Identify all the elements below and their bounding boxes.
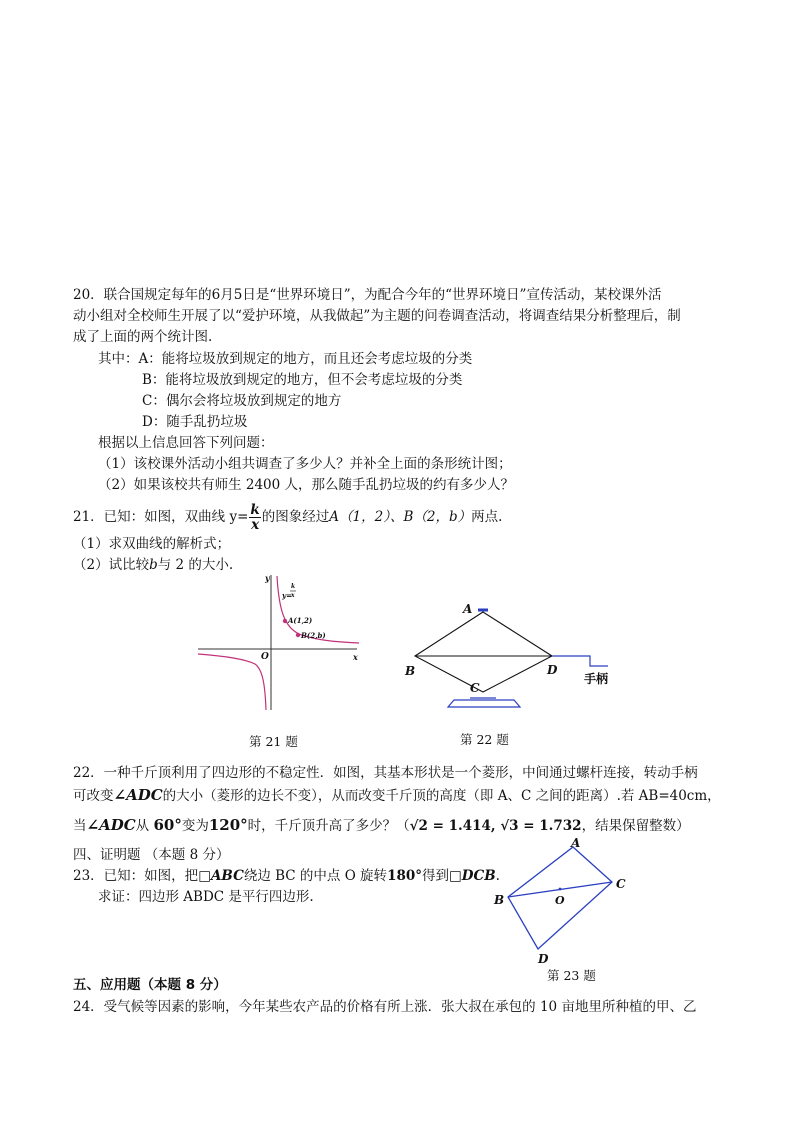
- label-a: A: [571, 836, 581, 850]
- q22-line3-end: ，结果保留整数）: [581, 818, 690, 834]
- q21-frac-den: x: [251, 517, 260, 533]
- q21-pre: 21．已知：如图，双曲线 y=: [73, 509, 249, 525]
- q21-line1: [73, 503, 502, 532]
- q21-point-a: A（1，2）、: [329, 509, 404, 525]
- q22-deg60: 60°: [153, 816, 182, 834]
- handle-label: 手柄: [584, 672, 609, 686]
- handle-rod: [552, 656, 608, 666]
- figure-23-parallelogram: [490, 836, 640, 966]
- q23-tri1: □ABC: [198, 868, 244, 884]
- label-d: D: [547, 663, 558, 677]
- section-4-title: 四、证明题 （本题 8 分）: [73, 847, 230, 863]
- q22-from: 从: [135, 818, 150, 834]
- q21-sub2-pre: （2）试比较: [73, 557, 150, 573]
- q21-post: 两点.: [471, 509, 503, 525]
- x-axis-label: x: [353, 652, 358, 662]
- figure-22-caption: 第 22 题: [460, 732, 509, 747]
- hyperbola-branch-3: [198, 654, 266, 710]
- q23-line1: [73, 867, 500, 885]
- q21-fraction: [249, 503, 260, 532]
- q23-line1-mid: 绕边 BC 的中点 O 旋转: [243, 868, 388, 884]
- q23-line1-end: .: [495, 868, 500, 884]
- q21-point-b: B（2，b）: [403, 509, 472, 525]
- q20-option-a: 其中：A：能将垃圾放到规定的地方，而且还会考虑垃圾的分类: [98, 351, 473, 367]
- q22-line2: [73, 786, 721, 805]
- figure-23-caption: 第 23 题: [547, 968, 596, 983]
- q22-line3-pre: 当: [73, 818, 87, 834]
- q20-line3: 成了上面的两个统计图.: [73, 329, 213, 345]
- q20-option-d: D：随手乱扔垃圾: [142, 414, 248, 430]
- curve-label-den: x: [291, 592, 295, 599]
- q21-sub2-var: b: [149, 557, 158, 573]
- q20-line2: 动小组对全校师生开展了以“爱护环境，从我做起”为主题的问卷调查活动，将调查结果分析整理后，制: [73, 308, 681, 324]
- q23-line1-pre: 23．已知：如图，把: [73, 868, 199, 884]
- label-d: D: [538, 952, 549, 966]
- q20-option-c: C：偶尔会将垃圾放到规定的地方: [142, 393, 342, 409]
- label-o: O: [555, 894, 565, 907]
- figure-21-caption: 第 21 题: [249, 734, 298, 749]
- q22-deg120: 120°: [208, 816, 248, 834]
- q22-to: 变为: [181, 818, 209, 834]
- q22-line3: 当∠ADC从 60°变为120°时，千斤顶升高了多少？（√2 = 1.414, √3 = 1.732，结果保留整数）: [73, 816, 690, 834]
- label-b: B: [494, 893, 505, 907]
- q22-sqrt2: √2 = 1.414: [409, 818, 491, 834]
- q21-sub2-post: 与 2 的大小.: [157, 557, 234, 573]
- point-b-dot: [296, 633, 300, 637]
- q23-deg: 180°: [387, 868, 422, 884]
- origin-label: O: [261, 652, 269, 662]
- q21-frac-num: k: [250, 502, 260, 518]
- rhombus: [415, 612, 552, 692]
- label-c: C: [616, 877, 626, 891]
- label-c: C: [470, 681, 480, 695]
- q22-line2-post: 的大小（菱形的边长不变），从而改变千斤顶的高度（即 A、C 之间的距离）.若 AB=40cm，: [162, 788, 721, 804]
- curve-label-pre: y=: [282, 591, 292, 600]
- curve-label-num: k: [291, 583, 296, 590]
- point-a-label: A(1,2): [288, 616, 313, 625]
- q23-line1-mid2: 得到: [422, 868, 449, 884]
- q22-angle: ∠ADC: [113, 786, 163, 804]
- figure-22-jack: [400, 600, 620, 720]
- q21-sub1: （1）求双曲线的解析式；: [73, 536, 231, 552]
- q20-option-b: B：能将垃圾放到规定的地方，但不会考虑垃圾的分类: [142, 372, 463, 388]
- q23-tri2: □DCB: [449, 868, 496, 884]
- q22-line3-post: 时，千斤顶升高了多少？（: [247, 818, 410, 834]
- midpoint-o: [559, 888, 562, 891]
- q20-prompt: 根据以上信息回答下列问题：: [98, 435, 274, 451]
- q24-line1: 24．受气候等因素的影响，今年某些农产品的价格有所上涨．张大叔在承包的 10 亩地里所种植的甲、乙: [73, 999, 697, 1015]
- q22-line2-pre: 可改变: [73, 788, 114, 804]
- label-a: A: [463, 602, 473, 616]
- figure-21-hyperbola: [195, 572, 365, 712]
- q20-line1: 20．联合国规定每年的6月5日是“世界环境日”，为配合今年的“世界环境日”宣传活动，某校课外活: [73, 287, 662, 303]
- label-b: B: [405, 664, 416, 678]
- point-b-label: B(2,b): [301, 631, 326, 640]
- section-5-title: 五、应用题（本题 8 分）: [73, 977, 227, 993]
- base-plate: [448, 700, 520, 707]
- point-a-dot: [283, 619, 287, 623]
- q20-sub1: （1）该校课外活动小组共调查了多少人？并补全上面的条形统计图；: [98, 456, 512, 472]
- q23-line2: 求证：四边形 ABDC 是平行四边形.: [98, 889, 314, 905]
- q21-mid: 的图象经过: [261, 509, 330, 525]
- q22-line1: 22．一种千斤顶利用了四边形的不稳定性．如图，其基本形状是一个菱形，中间通过螺杆连接，转动手柄: [73, 765, 698, 781]
- q22-angle2: ∠ADC: [86, 816, 136, 834]
- q20-sub2: （2）如果该校共有师生 2400 人，那么随手乱扔垃圾的约有多少人？: [98, 477, 515, 493]
- q22-sqrt3: √3 = 1.732: [500, 818, 582, 834]
- y-axis-label: y: [265, 573, 270, 583]
